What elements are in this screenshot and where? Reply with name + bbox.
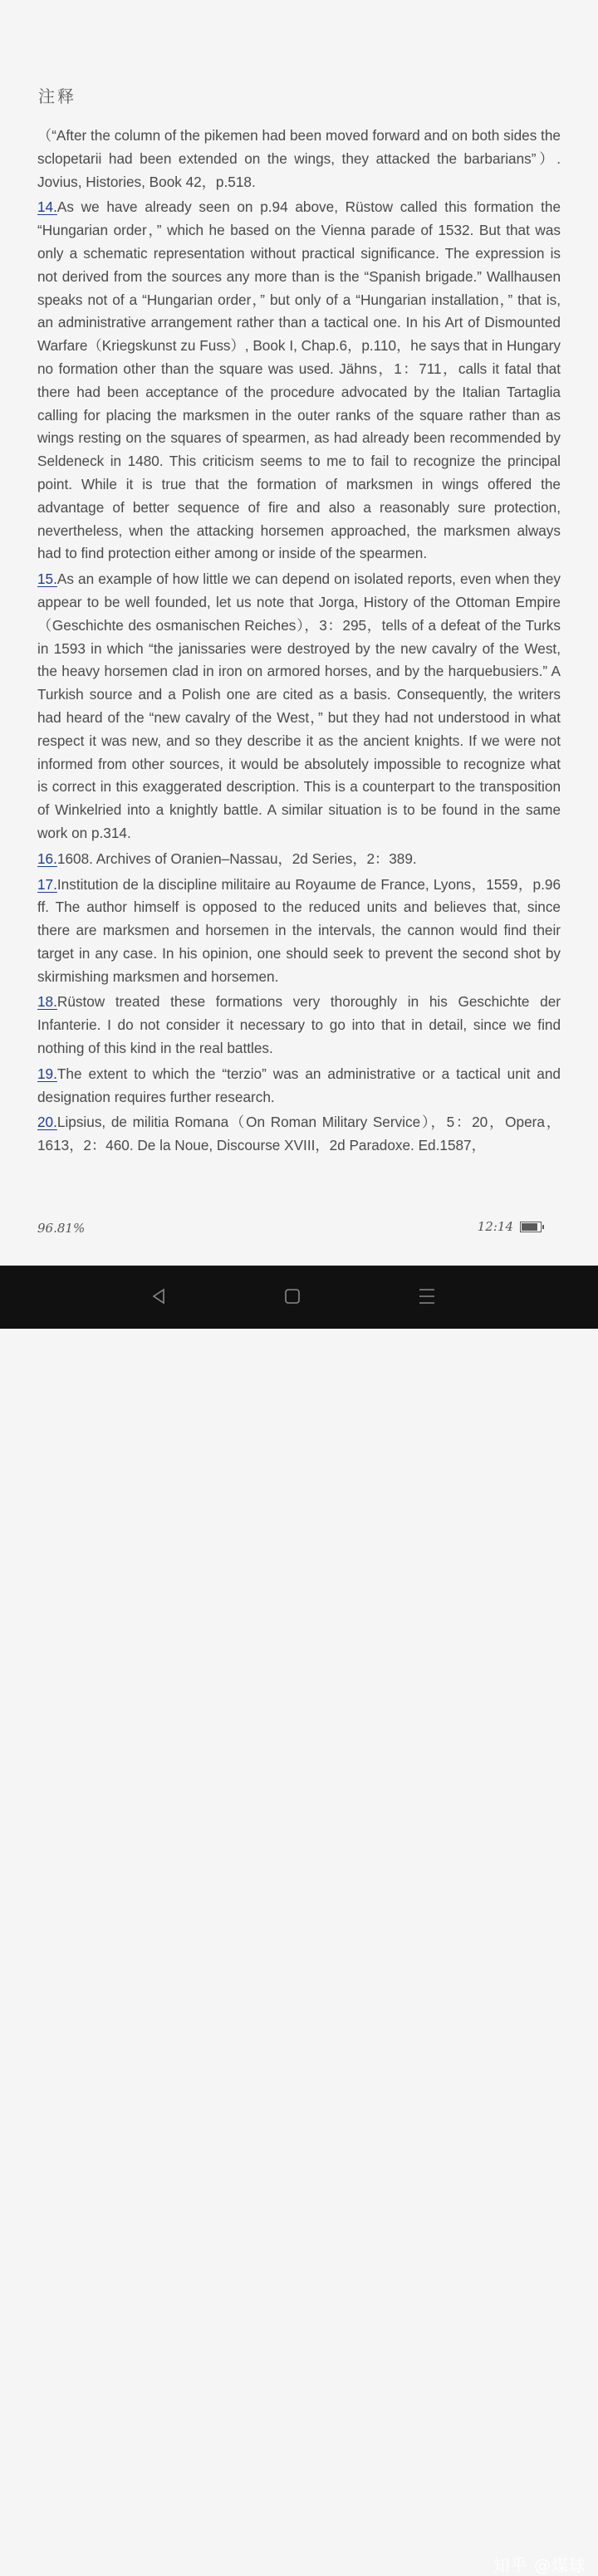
note-number-link[interactable]: 14.	[37, 198, 57, 216]
back-triangle-icon[interactable]	[146, 1284, 171, 1309]
home-square-icon[interactable]	[280, 1284, 305, 1309]
note-text: As we have already seen on p.94 above, Rüstow called this formation the “Hungarian order，” which he based on the Vienna parade of 1532. But that was only a schematic representation without practical significance. The expression is not derived from the sources any more than is the “Spanish brigade.” Wallhausen speaks not of a “Hungarian order，” but only of a “Hungarian installation，” that is, an administrative arrangement rather than a tactical one. In his Art of Dismounted Warfare（Kriegskunst zu Fuss）, Book I, Chap.6，p.110，he says that in Hungary no formation other than the square was used. Jähns，1：711，calls it fatal that there had been acceptance of the procedure advocated by the Italian Tartaglia calling for placing the marksmen in the outer ranks of the square rather than as wings resting on the squares of spearmen, as had already been recommended by Seldeneck in 1480. This criticism seems to me to fail to recognize the principal point. While it is true that the formation of marksmen in wings offered the advantage of better sequence of fire and also a reasonably sure protection, nevertheless, when the attacking horsemen approached, the marksmen always had to find protection either among or inside of the spearmen.	[37, 198, 561, 562]
watermark-text: 知乎 @煤球	[493, 2555, 586, 2575]
note-item	[37, 125, 561, 193]
note-item	[37, 991, 561, 1060]
note-item	[37, 1063, 561, 1109]
battery-icon	[520, 1222, 542, 1232]
clock: 12:14	[477, 1219, 513, 1234]
notes-list	[37, 125, 561, 1160]
note-text: Institution de la discipline militaire au Royaume de France, Lyons，1559，p.96 ff. The author himself is opposed to the reduced units and believes that, since there are marksmen and horsemen in the intervals, the cannon would find their target in any case. In his opinion, one should seek to prevent the second shot by skirmishing marksmen and horsemen.	[37, 875, 561, 985]
note-item	[37, 848, 561, 871]
note-number-link[interactable]: 18.	[37, 993, 57, 1011]
note-text: （“After the column of the pikemen had been moved forward and on both sides the sclopetarii had been extended on the wings, they attacked the barbarians”）. Jovius, Histories, Book 42，p.518.	[37, 127, 561, 190]
status-footer	[478, 1219, 542, 1234]
note-item	[37, 196, 561, 566]
note-item	[37, 568, 561, 845]
note-number-link[interactable]: 20.	[37, 1114, 57, 1131]
note-text: Lipsius, de militia Romana（On Roman Military Service），5：20，Opera，1613，2：460. De la Noue, Discourse XVIII，2d Paradoxe. Ed.1587，	[37, 1114, 561, 1154]
reading-progress: 96.81%	[37, 1221, 86, 1236]
reader-page[interactable]	[0, 0, 598, 1266]
note-text: 1608. Archives of Oranien–Nassau，2d Series，2：389.	[56, 850, 417, 867]
menu-lines-icon[interactable]	[414, 1284, 439, 1309]
note-item	[37, 1111, 561, 1158]
note-number-link[interactable]: 15.	[37, 571, 57, 588]
battery-level	[522, 1223, 537, 1231]
note-number-link[interactable]: 16.	[37, 850, 57, 867]
chapter-title: 注释	[38, 86, 76, 106]
note-text: Rüstow treated these formations very thoroughly in his Geschichte der Infanterie. I do not consider it necessary to go into that in detail, since we find nothing of this kind in the real battles.	[37, 993, 561, 1057]
note-number-link[interactable]: 19.	[37, 1065, 57, 1082]
note-text: The extent to which the “terzio” was an administrative or a tactical unit and designation requires further research.	[37, 1065, 561, 1105]
note-text: As an example of how little we can depend on isolated reports, even when they appear to be well founded, let us note that Jorga, History of the Ottoman Empire（Geschichte des osmanischen Reiches），3：295，tells of a defeat of the Turks in 1593 in which “the janissaries were destroyed by the new cavalry of the West, the heavy horsemen clad in iron on armored horses, and by the harquebusiers.” A Turkish source and a Polish one are cited as a basis. Consequently, the writers had heard of the “new cavalry of the West，” but they had not understood in what respect it was new, and so they describe it as the ancient knights. If we were not informed from other sources, it would be absolutely impossible to recognize what is correct in this exaggerated description. This is a counterpart to the transposition of Winkelried into a knightly battle. A similar situation is to be found in the same work on p.314.	[37, 571, 561, 841]
system-nav-bar	[0, 1266, 598, 2575]
note-item	[37, 874, 561, 989]
note-number-link[interactable]: 17.	[37, 875, 57, 893]
